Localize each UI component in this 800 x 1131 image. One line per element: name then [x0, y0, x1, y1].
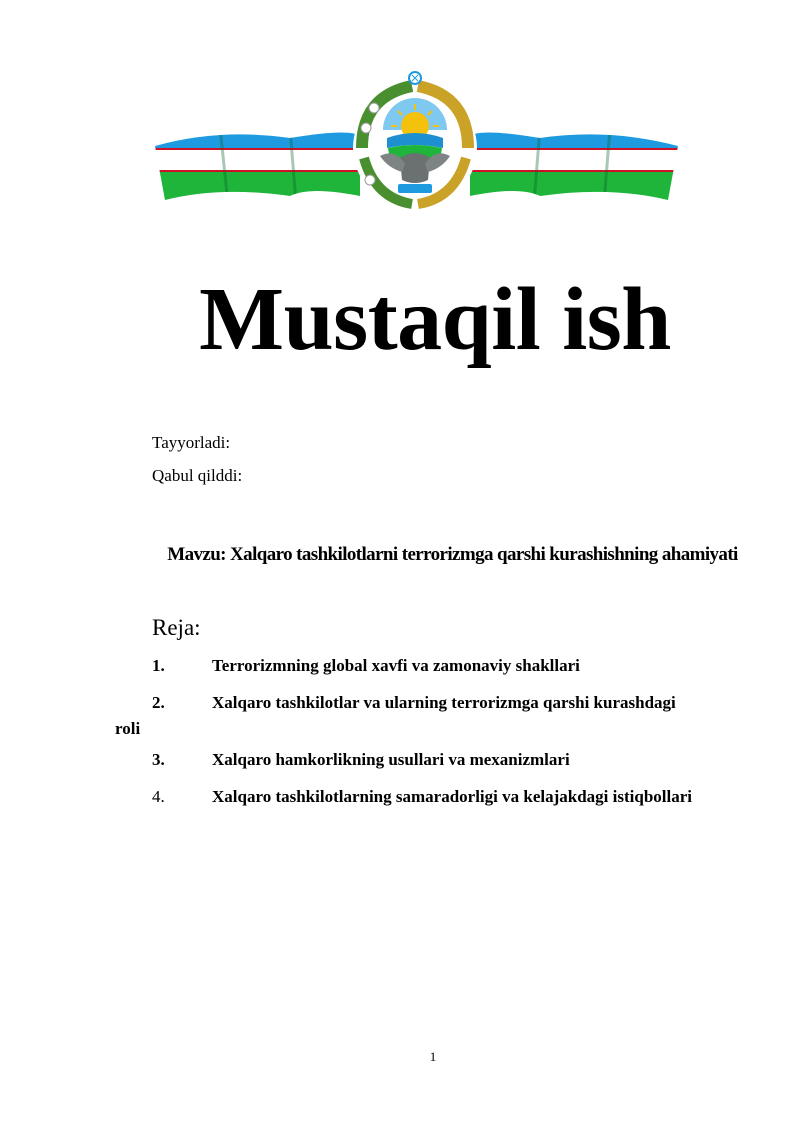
page-title: Mustaqil ish — [199, 270, 671, 369]
plan-item-text: Xalqaro hamkorlikning usullari va mexanizmlari — [212, 750, 570, 769]
accepted-by-label: Qabul qilddi: — [152, 466, 243, 485]
plan-item-text: Xalqaro tashkilotlarning samaradorligi va kelajakdagi istiqbollari — [212, 787, 692, 806]
prepared-by-label: Tayyorladi: — [152, 433, 231, 452]
state-emblem — [353, 72, 477, 208]
right-flag-wave — [465, 123, 680, 203]
plan-item-number: 3. — [152, 750, 165, 769]
plan-heading: Reja: — [152, 615, 201, 640]
plan-item-number: 1. — [152, 656, 165, 675]
uzbekistan-flag-emblem-banner — [150, 68, 680, 210]
plan-item-number: 4. — [152, 787, 165, 806]
flag-emblem-image — [150, 68, 680, 210]
plan-item-text-continuation: roli — [115, 719, 141, 738]
page-number: 1 — [429, 1049, 437, 1064]
left-flag-wave — [150, 123, 365, 203]
plan-item-text: Xalqaro tashkilotlar va ularning terrorizmga qarshi kurashdagi — [212, 693, 676, 712]
plan-item-text: Terrorizmning global xavfi va zamonaviy shakllari — [212, 656, 580, 675]
plan-item-number: 2. — [152, 693, 165, 712]
topic-heading: Mavzu: Xalqaro tashkilotlarni terrorizmga qarshi kurashishning ahamiyati — [167, 544, 738, 565]
